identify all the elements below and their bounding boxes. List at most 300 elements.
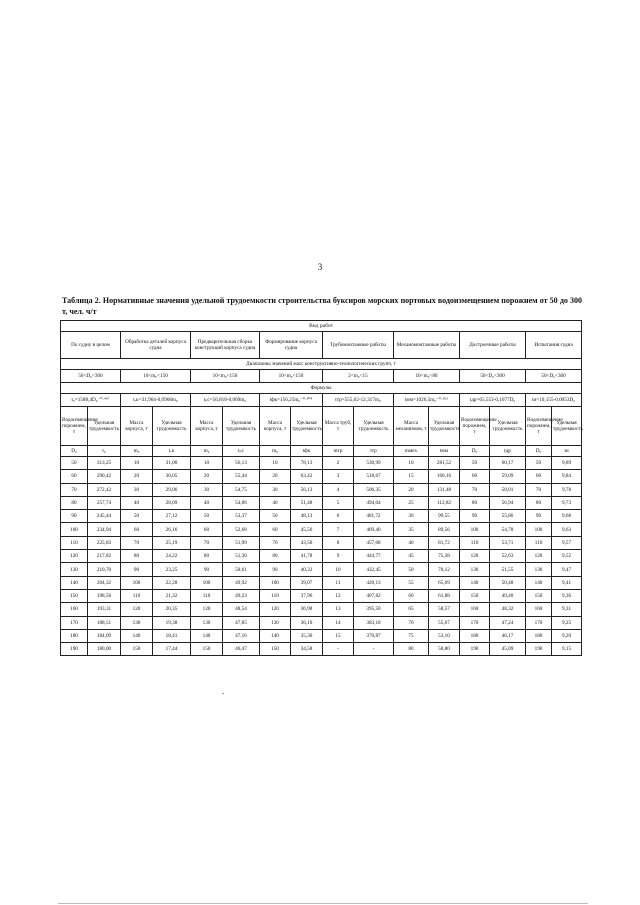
table-cell: 49,40 [490,589,526,602]
table-cell: 257,74 [88,496,121,509]
mass-range-cell: 50<D₀<300 [526,370,582,383]
table-cell: 110 [260,589,291,602]
formula-cell: tмм=1026,5m₀⁻⁰·⁵⁶⁶ [394,394,460,407]
table-cell: 160 [61,603,88,616]
table-cell: 130 [260,616,291,629]
table-cell: 20 [121,470,153,483]
table-cell: 70,12 [429,563,460,576]
table-cell: 90 [61,510,88,523]
table-cell: 9,41 [552,576,582,589]
table-cell: 49,92 [223,576,260,589]
work-type-cell: По судну в целом [61,332,121,359]
formula-title: Формулы [61,383,582,394]
table-cell: 10 [394,457,429,470]
table-cell: 65 [394,603,429,616]
table-cell: 50 [260,510,291,523]
symbol-cell: mтр [323,446,354,457]
table-cell: 130 [526,563,552,576]
table-cell: 395,50 [354,603,394,616]
formula-cell: t₀=1588,4D₀⁻⁰·⁴⁶⁷ [61,394,121,407]
table-cell: 52,68 [223,523,260,536]
table-cell: 51,30 [223,550,260,563]
column-header: Масса корпуса, т [121,407,153,446]
table-cell: 140 [191,629,223,642]
table-cell: 36,98 [291,603,323,616]
table-cell: 75 [394,629,429,642]
table-cell: 30 [260,483,291,496]
labor-intensity-table [60,320,582,656]
table-cell: 59,09 [490,470,526,483]
table-cell: 70 [460,483,490,496]
table-cell: 110 [121,589,153,602]
table-cell: 50 [394,563,429,576]
table-cell: 170 [526,616,552,629]
table-cell: 120 [526,550,552,563]
table-cell: 20 [394,483,429,496]
table-cell: 50 [61,457,88,470]
table-cell: 217,82 [88,550,121,563]
column-header: Водоизмещение порожнем, т [460,407,490,446]
table-cell: 193,31 [88,603,121,616]
table-row [61,536,582,549]
table-cell: 47,16 [223,629,260,642]
table-cell: 100 [121,576,153,589]
table-cell: 50 [121,510,153,523]
page-number: 3 [317,262,323,272]
table-cell: 150 [191,643,223,656]
column-header: Удельная трудоемкость [429,407,460,446]
table-cell: 60 [526,470,552,483]
table-cell: 180 [526,629,552,642]
table-cell: 457,08 [354,536,394,549]
table-cell: 61,88 [429,589,460,602]
scan-speck [222,693,224,694]
table-cell: 80 [460,496,490,509]
table-cell: 12 [323,589,354,602]
table-cell: 47,24 [490,616,526,629]
table-cell: 444,77 [354,550,394,563]
table-row [61,457,582,470]
column-header: Удельная трудоемкость [153,407,191,446]
table-cell: 150 [460,589,490,602]
work-type-cell: Механомонтажные работы [394,332,460,359]
table-cell: 35 [394,523,429,536]
table-cell: 99,55 [429,510,460,523]
table-cell: 80 [121,550,153,563]
table-cell: 140 [460,576,490,589]
symbol-cell: D₀ [61,446,88,457]
table-cell: 55 [394,576,429,589]
table-cell: 54,06 [223,496,260,509]
table-cell: 180,00 [88,643,121,656]
table-cell: 100 [260,576,291,589]
table-cell: 100 [526,523,552,536]
table-cell: 120 [260,603,291,616]
table-cell: 110 [460,536,490,549]
table-cell: 70 [260,536,291,549]
table-cell: 407,82 [354,589,394,602]
table-cell: - [354,643,394,656]
table-cell: 518,67 [354,470,394,483]
table-row [61,510,582,523]
symbol-cell: tтр [354,446,394,457]
table-cell: 52,63 [490,550,526,563]
table-row [61,616,582,629]
table-cell: 112,82 [429,496,460,509]
column-header: Удельная трудоемкость [88,407,121,446]
table-cell: 89,56 [429,523,460,536]
formula-cell: tфк=156,25m₀⁻⁰·³⁰⁴ [260,394,323,407]
table-cell: 272,42 [88,483,121,496]
table-cell: 25,19 [153,536,191,549]
table-cell: 51,48 [291,496,323,509]
table-cell: 530,99 [354,457,394,470]
table-cell: 204,32 [88,576,121,589]
table-cell: 9,89 [552,457,582,470]
table-cell: 90 [460,510,490,523]
table-cell: 15 [323,629,354,642]
symbol-cell: m₀ [191,446,223,457]
table-cell: 60 [191,523,223,536]
table-row [61,576,582,589]
table-cell: 45 [394,550,429,563]
table-row [61,563,582,576]
table-cell: 120 [121,603,153,616]
table-cell: 53,71 [490,536,526,549]
table-cell: 20 [191,470,223,483]
table-cell: 11 [323,576,354,589]
table-cell: 9,20 [552,629,582,642]
table-cell: 234,94 [88,523,121,536]
table-cell: 17,44 [153,643,191,656]
table-cell: 53,37 [223,510,260,523]
table-cell: 24,22 [153,550,191,563]
table-cell: 47,85 [223,616,260,629]
table-cell: 90 [191,563,223,576]
table-cell: 21,32 [153,589,191,602]
table-row [61,483,582,496]
column-header: Масса корпуса, т [260,407,291,446]
table-cell: 9,78 [552,483,582,496]
symbol-cell: tₚс [223,446,260,457]
table-cell: 60 [394,589,429,602]
table-cell: 70 [61,483,88,496]
mass-range-cell: 10<m₀<80 [394,370,460,383]
table-cell: 160 [526,603,552,616]
table-cell: 75,38 [429,550,460,563]
table-cell: 48,32 [490,603,526,616]
table-cell: 70 [394,616,429,629]
column-header: Удельная трудоемкость [223,407,260,446]
table-cell: 48,54 [223,603,260,616]
table-cell: 9 [323,550,354,563]
mass-range-cell: 10<m₀<150 [191,370,260,383]
table-cell: 60 [121,523,153,536]
table-cell: 90 [260,563,291,576]
table-cell: 2 [323,457,354,470]
table-cell: 100 [460,523,490,536]
table-cell: - [323,643,354,656]
table-cell: 35,30 [291,629,323,642]
table-cell: 10 [121,457,153,470]
table-cell: 50,61 [223,563,260,576]
table-cell: 210,70 [88,563,121,576]
formula-cell: tтр=555,62-12,317m₀ [323,394,394,407]
table-cell: 53,10 [429,629,460,642]
table-cell: 370,87 [354,629,394,642]
table-cell: 58,57 [429,603,460,616]
table-cell: 140 [61,576,88,589]
table-cell: 9,25 [552,616,582,629]
work-type-cell: Достроечные работы [460,332,526,359]
table-cell: 81,72 [429,536,460,549]
table-cell: 80 [394,643,429,656]
table-cell: 225,83 [88,536,121,549]
table-cell: 80 [526,496,552,509]
table-cell: 170 [460,616,490,629]
page-edge-line [58,903,588,904]
symbol-cell: D₀ [526,446,552,457]
table-cell: 130 [61,563,88,576]
table-cell: 9,31 [552,603,582,616]
symbol-cell: mмех [394,446,429,457]
table-cell: 14 [323,616,354,629]
table-cell: 7 [323,523,354,536]
table-cell: 27,12 [153,510,191,523]
table-cell: 313,25 [88,457,121,470]
table-cell: 23,25 [153,563,191,576]
table-cell: 432,45 [354,563,394,576]
table-cell: 9,84 [552,470,582,483]
symbol-cell: tмм [429,446,460,457]
table-cell: 90 [526,510,552,523]
table-cell: 18,41 [153,629,191,642]
column-header: Удельная трудоемкость [490,407,526,446]
table-cell: 80 [191,550,223,563]
formula-cell: tₒк=31,964-0,0968m₀ [121,394,191,407]
table-cell: 130 [121,616,153,629]
table-cell: 46,17 [490,629,526,642]
work-type-cell: Предварительная сборка конструкций корпуса судна [191,332,260,359]
table-cell: 160,16 [429,470,460,483]
table-cell: 40 [260,496,291,509]
table-cell: 130 [460,563,490,576]
column-header: Масса механизмов, т [394,407,429,446]
table-cell: 54,75 [223,483,260,496]
table-cell: 100 [61,523,88,536]
mass-range-cell: 50<D₀<300 [61,370,121,383]
table-cell: 494,04 [354,496,394,509]
table-cell: 80 [61,496,88,509]
table-cell: 56,13 [223,457,260,470]
table-cell: 420,13 [354,576,394,589]
symbol-cell: t₀ [88,446,121,457]
table-cell: 180 [61,629,88,642]
table-cell: 90 [121,563,153,576]
table-cell: 30 [191,483,223,496]
work-type-cell: Обработка деталей корпуса судна [121,332,191,359]
table-cell: 40 [121,496,153,509]
table-cell: 55,67 [429,616,460,629]
symbol-cell: tдр [490,446,526,457]
table-cell: 9,57 [552,536,582,549]
table-cell: 26,16 [153,523,191,536]
table-cell: 150 [121,643,153,656]
table-cell: 56,94 [490,496,526,509]
table-cell: 46,47 [223,643,260,656]
table-cell: 55,44 [223,470,260,483]
table-cell: 19,38 [153,616,191,629]
table-cell: 40 [394,536,429,549]
table-cell: 150 [526,589,552,602]
table-cell: 506,35 [354,483,394,496]
table-cell: 49,23 [223,589,260,602]
table-row [61,470,582,483]
table-cell: 120 [61,550,88,563]
table-cell: 29,06 [153,483,191,496]
symbol-cell: tₒк [153,446,191,457]
table-cell: 48,13 [291,510,323,523]
mass-range-cell: 50<D₀<300 [460,370,526,383]
column-header: Масса труб, т [323,407,354,446]
table-cell: 140 [260,629,291,642]
table-cell: 383,18 [354,616,394,629]
table-cell: 50 [460,457,490,470]
table-cell: 130 [191,616,223,629]
table-row [61,550,582,563]
table-cell: 188,51 [88,616,121,629]
table-cell: 31,00 [153,457,191,470]
work-type-header: Вид работ [61,321,582,332]
table-cell: 56,13 [291,483,323,496]
table-cell: 25 [394,496,429,509]
table-cell: 150 [260,643,291,656]
symbol-cell: tи [552,446,582,457]
table-cell: 245,44 [88,510,121,523]
table-cell: 50 [191,510,223,523]
column-header: Водоизмещение порожнем, т [61,407,88,446]
table-cell: 40 [191,496,223,509]
table-row [61,603,582,616]
table-cell: 78,13 [291,457,323,470]
table-row [61,496,582,509]
table-cell: 9,15 [552,643,582,656]
column-header: Масса корпуса, т [191,407,223,446]
formula-cell: tₚс=56,818-0,069m₀ [191,394,260,407]
table-cell: 4 [323,483,354,496]
table-cell: 34,58 [291,643,323,656]
column-header: Удельная трудоемкость [291,407,323,446]
work-type-cell: Формирование корпуса судна [260,332,323,359]
table-cell: 150 [61,589,88,602]
table-cell: 9,68 [552,510,582,523]
table-cell: 180 [460,629,490,642]
table-cell: 100 [191,576,223,589]
table-cell: 60,17 [490,457,526,470]
table-cell: 160 [460,603,490,616]
table-cell: 60 [460,470,490,483]
table-cell: 15 [394,470,429,483]
table-cell: 170 [61,616,88,629]
table-cell: 65,69 [429,576,460,589]
table-cell: 70 [191,536,223,549]
table-cell: 70 [526,483,552,496]
table-cell: 184,09 [88,629,121,642]
column-header: Водоизмещение порожнем, т [526,407,552,446]
symbol-cell: D₀ [460,446,490,457]
table-cell: 190 [61,643,88,656]
table-cell: 22,28 [153,576,191,589]
table-cell: 5 [323,496,354,509]
formula-cell: tи=10,155-0,0053D₀ [526,394,582,407]
table-cell: 40,33 [291,563,323,576]
table-cell: 198,56 [88,589,121,602]
table-cell: 9,63 [552,523,582,536]
table-cell: 60 [260,523,291,536]
table-cell: 290,42 [88,470,121,483]
symbol-cell: tфк [291,446,323,457]
table-cell: 10 [323,563,354,576]
table-cell: 190 [460,643,490,656]
table-cell: 58,01 [490,483,526,496]
table-cell: 131,48 [429,483,460,496]
table-cell: 110 [526,536,552,549]
table-cell: 9,36 [552,589,582,602]
table-cell: 80 [260,550,291,563]
table-cell: 190 [526,643,552,656]
table-cell: 20,35 [153,603,191,616]
table-cell: 39,07 [291,576,323,589]
table-cell: 110 [191,589,223,602]
mass-range-cell: 10<m₀<150 [121,370,191,383]
table-row [61,589,582,602]
column-header: Удельная трудоемкость [354,407,394,446]
table-cell: 70 [121,536,153,549]
mass-range-cell: 10<m₀<150 [260,370,323,383]
column-header: Удельная трудоемкость [552,407,582,446]
range-title: Диапазоны значений масс конструктивно-технологических групп, т [61,359,582,370]
table-cell: 120 [460,550,490,563]
table-cell: 10 [191,457,223,470]
table-cell: 45,56 [291,523,323,536]
work-type-cell: Трубомонтажные работы [323,332,394,359]
table-row [61,643,582,656]
table-cell: 281,52 [429,457,460,470]
table-caption: Таблица 2. Нормативные значения удельной трудоемкости строительства буксиров морских портовых водоизмещением порожнем от 50 до 300 т, чел. ч/т [62,296,582,316]
table-cell: 51,55 [490,563,526,576]
table-cell: 8 [323,536,354,549]
table-cell: 10 [260,457,291,470]
table-cell: 20 [260,470,291,483]
table-cell: 110 [61,536,88,549]
symbol-cell: m₀ [260,446,291,457]
table-cell: 469,40 [354,523,394,536]
mass-range-cell: 2<m₀<15 [323,370,394,383]
table-cell: 60 [61,470,88,483]
table-cell: 45,09 [490,643,526,656]
table-cell: 30 [394,510,429,523]
table-cell: 13 [323,603,354,616]
table-cell: 30 [121,483,153,496]
symbol-cell: m₀ [121,446,153,457]
table-cell: 28,09 [153,496,191,509]
table-cell: 3 [323,470,354,483]
table-cell: 63,42 [291,470,323,483]
table-cell: 9,52 [552,550,582,563]
table-cell: 481,72 [354,510,394,523]
table-cell: 54,78 [490,523,526,536]
table-cell: 140 [526,576,552,589]
